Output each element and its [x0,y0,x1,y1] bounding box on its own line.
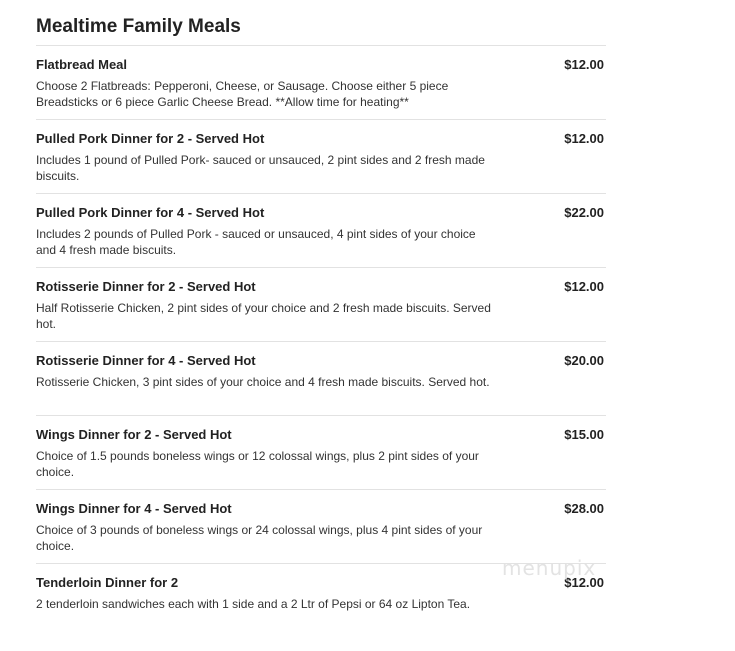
menu-item-price: $28.00 [564,501,604,516]
menu-item-price: $12.00 [564,279,604,294]
menu-item-name: Rotisserie Dinner for 4 - Served Hot [36,353,256,368]
menu-item-price: $15.00 [564,427,604,442]
menu-item [36,119,606,193]
menu-item [36,489,606,563]
menu-item-description: 2 tenderloin sandwiches each with 1 side and a 2 Ltr of Pepsi or 64 oz Lipton Tea. [36,597,471,611]
menu-item-name: Wings Dinner for 2 - Served Hot [36,427,232,442]
menu-item-name: Flatbread Meal [36,57,128,72]
menu-item [36,267,606,341]
menu-item [36,45,606,119]
menu-item-description: Includes 1 pound of Pulled Pork- sauced or unsauced, 2 pint sides and 2 fresh made biscuits. [36,153,485,183]
menu-item-description: Choice of 3 pounds of boneless wings or 24 colossal wings, plus 4 pint sides of your choice. [36,523,483,553]
menu-item-description: Rotisserie Chicken, 3 pint sides of your choice and 4 fresh made biscuits. Served hot. [36,375,490,389]
menu-item-description: Choose 2 Flatbreads: Pepperoni, Cheese, or Sausage. Choose either 5 piece Breadsticks or 6 piece Garlic Cheese Bread. **Allow time for heating** [36,79,449,109]
menu-item-price: $12.00 [564,57,604,72]
menu-item-price: $22.00 [564,205,604,220]
menu-item [36,193,606,267]
menu-item-name: Pulled Pork Dinner for 4 - Served Hot [36,205,265,220]
menu-item-description: Choice of 1.5 pounds boneless wings or 12 colossal wings, plus 2 pint sides of your choice. [36,449,479,479]
menu-item-description: Half Rotisserie Chicken, 2 pint sides of your choice and 2 fresh made biscuits. Served hot. [36,301,491,331]
menu-item-name: Rotisserie Dinner for 2 - Served Hot [36,279,256,294]
page-title: Mealtime Family Meals [36,16,241,37]
menu-item-description: Includes 2 pounds of Pulled Pork - sauced or unsauced, 4 pint sides of your choice and 4 fresh made biscuits. [36,227,476,257]
menu-item [36,415,606,489]
menu-item-name: Tenderloin Dinner for 2 [36,575,179,590]
menu-item-name: Wings Dinner for 4 - Served Hot [36,501,232,516]
watermark: menupix [502,556,597,580]
menu-item-price: $20.00 [564,353,604,368]
menu-item-name: Pulled Pork Dinner for 2 - Served Hot [36,131,265,146]
menu-item [36,341,606,415]
menu-item-price: $12.00 [564,575,604,590]
menu-item-price: $12.00 [564,131,604,146]
menu-list [36,45,606,637]
